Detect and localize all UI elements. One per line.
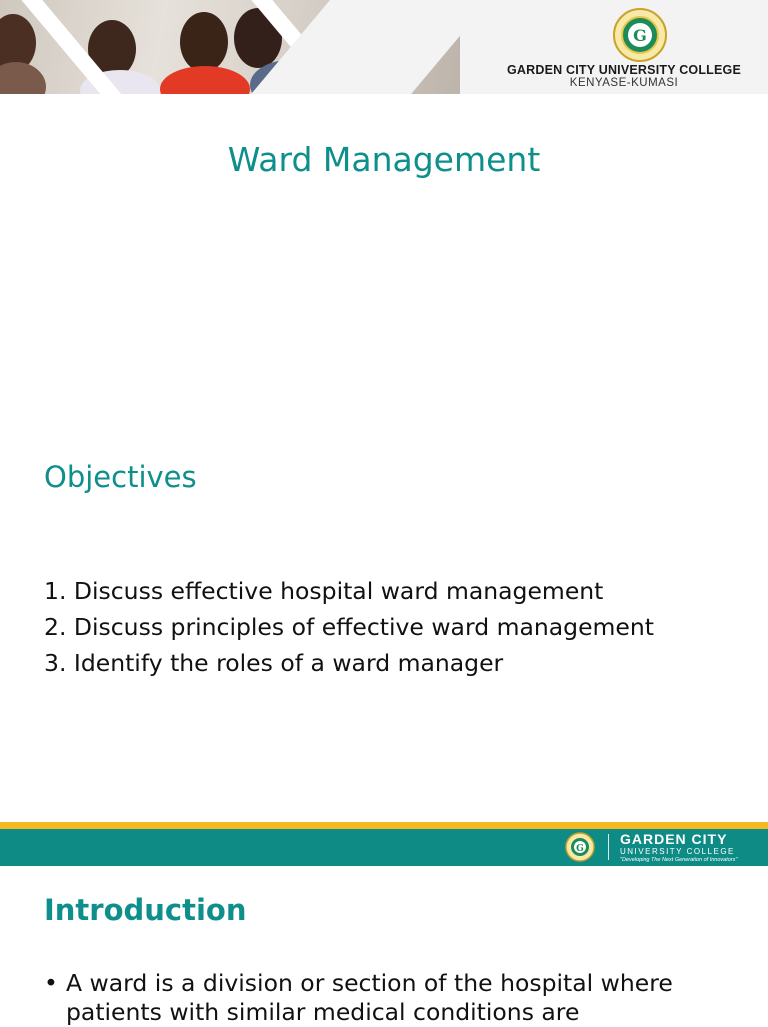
objectives-list — [44, 573, 654, 681]
objective-item: 2. Discuss principles of effective ward management — [44, 613, 655, 641]
college-name: GARDEN CITY UNIVERSITY COLLEGE — [506, 63, 742, 77]
slide-header-banner — [0, 0, 768, 94]
svg-text:G: G — [633, 26, 647, 45]
objectives-heading: Objectives — [44, 460, 197, 494]
students-photo — [0, 0, 460, 94]
college-seal-small-icon — [562, 832, 598, 862]
college-wordmark — [480, 63, 768, 89]
brand-divider — [608, 834, 609, 860]
college-seal-icon — [604, 8, 676, 62]
svg-text:G: G — [576, 844, 584, 854]
intro-bullet-text: A ward is a division or section of the hospital where patients with similar medical conditions are — [66, 969, 673, 1026]
objective-item: 1. Discuss effective hospital ward management — [44, 577, 604, 605]
brand-line2: UNIVERSITY COLLEGE — [620, 847, 735, 856]
brand-line1: GARDEN CITY — [620, 831, 728, 847]
bullet-dot: • — [44, 969, 58, 997]
college-location: KENYASE-KUMASI — [569, 77, 679, 89]
slide-title: Ward Management — [227, 140, 541, 179]
introduction-heading: Introduction — [44, 893, 247, 927]
brand-tagline: "Developing The Next Generation of Innovators" — [620, 857, 738, 863]
yellow-accent-bar — [0, 822, 768, 829]
footer-brand — [620, 832, 737, 864]
objective-item: 3. Identify the roles of a ward manager — [44, 649, 504, 677]
